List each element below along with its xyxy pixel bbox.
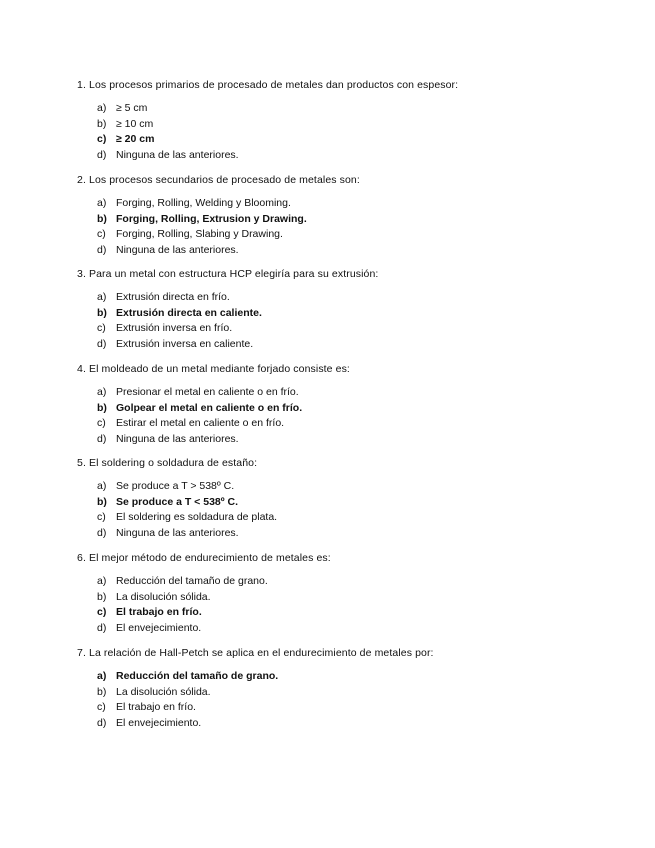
- option-text: Ninguna de las anteriores.: [116, 433, 239, 446]
- option-text: Se produce a T > 538º C.: [116, 480, 235, 492]
- option-a: [97, 290, 262, 306]
- option-text: La disolución sólida.: [116, 685, 211, 698]
- question-2: [77, 174, 617, 257]
- option-list: [97, 101, 239, 164]
- option-letter: a): [97, 386, 107, 398]
- option-d: [97, 337, 262, 353]
- option-letter: d): [97, 433, 107, 446]
- question-statement: El soldering o soldadura de estaño:: [89, 457, 258, 469]
- option-letter: a): [97, 575, 107, 587]
- question-statement: El moldeado de un metal mediante forjado consiste es:: [89, 363, 350, 375]
- option-a: [97, 479, 277, 495]
- option-d: [97, 526, 277, 542]
- option-letter: a): [97, 480, 107, 492]
- question-text: [77, 174, 617, 187]
- option-a: [97, 574, 268, 590]
- option-a: [97, 196, 307, 212]
- option-b: [97, 590, 268, 606]
- option-b: [97, 117, 239, 133]
- option-d: [97, 716, 278, 732]
- option-a: [97, 101, 239, 117]
- option-text: Golpear el metal en caliente o en frío.: [116, 401, 303, 414]
- option-letter: c): [97, 133, 107, 146]
- question-number: 1.: [77, 79, 86, 91]
- option-letter: b): [97, 685, 107, 698]
- question-text: [77, 79, 617, 92]
- question-3: [77, 268, 617, 351]
- option-text: Ninguna de las anteriores.: [116, 527, 239, 540]
- option-letter: b): [97, 401, 107, 414]
- option-text: Presionar el metal en caliente o en frío.: [116, 386, 299, 398]
- option-text: El trabajo en frío.: [116, 701, 196, 714]
- option-text: Ninguna de las anteriores.: [116, 149, 239, 162]
- option-letter: c): [97, 511, 106, 524]
- question-statement: La relación de Hall-Petch se aplica en el endurecimiento de metales por:: [89, 647, 434, 659]
- option-list: [97, 574, 268, 637]
- option-list: [97, 385, 302, 448]
- question-4: [77, 363, 617, 446]
- option-text: Ninguna de las anteriores.: [116, 244, 239, 257]
- option-c: [97, 321, 262, 337]
- question-5: [77, 457, 617, 540]
- option-text: Extrusión inversa en frío.: [116, 322, 233, 335]
- question-6: [77, 552, 617, 635]
- option-text: El trabajo en frío.: [116, 606, 202, 619]
- option-letter: b): [97, 212, 107, 225]
- option-text: Forging, Rolling, Slabing y Drawing.: [116, 228, 283, 241]
- option-b-correct: [97, 495, 277, 511]
- option-c: [97, 227, 307, 243]
- option-c: [97, 416, 302, 432]
- option-letter: c): [97, 417, 106, 430]
- question-number: 4.: [77, 363, 86, 375]
- question-statement: El mejor método de endurecimiento de metales es:: [89, 552, 331, 564]
- question-text: [77, 363, 617, 376]
- option-text: Forging, Rolling, Extrusion y Drawing.: [116, 212, 307, 225]
- option-text: Forging, Rolling, Welding y Blooming.: [116, 197, 291, 209]
- option-list: [97, 290, 262, 353]
- question-7: [77, 647, 617, 730]
- option-letter: d): [97, 149, 107, 162]
- option-letter: a): [97, 291, 107, 303]
- option-d: [97, 621, 268, 637]
- option-d: [97, 243, 307, 259]
- option-a-correct: [97, 669, 278, 685]
- option-text: Reducción del tamaño de grano.: [116, 575, 268, 587]
- option-letter: c): [97, 606, 107, 619]
- option-letter: c): [97, 228, 106, 241]
- option-letter: d): [97, 717, 107, 730]
- option-letter: b): [97, 495, 107, 508]
- question-number: 6.: [77, 552, 86, 564]
- option-text: ≥ 5 cm: [116, 102, 148, 114]
- option-list: [97, 196, 307, 259]
- option-letter: b): [97, 117, 107, 130]
- option-text: El soldering es soldadura de plata.: [116, 511, 278, 524]
- option-c: [97, 700, 278, 716]
- option-text: ≥ 10 cm: [116, 117, 154, 130]
- question-number: 7.: [77, 647, 86, 659]
- option-a: [97, 385, 302, 401]
- option-text: Extrusión inversa en caliente.: [116, 338, 254, 351]
- option-letter: d): [97, 622, 107, 635]
- option-d: [97, 148, 239, 164]
- option-letter: a): [97, 197, 107, 209]
- question-text: [77, 268, 617, 281]
- option-text: La disolución sólida.: [116, 590, 211, 603]
- option-list: [97, 479, 277, 542]
- option-c-correct: [97, 605, 268, 621]
- option-text: Reducción del tamaño de grano.: [116, 670, 279, 682]
- question-text: [77, 457, 617, 470]
- option-letter: b): [97, 306, 107, 319]
- option-text: ≥ 20 cm: [116, 133, 155, 146]
- option-letter: a): [97, 670, 107, 682]
- question-text: [77, 552, 617, 565]
- option-c-correct: [97, 132, 239, 148]
- option-b: [97, 685, 278, 701]
- option-b-correct: [97, 212, 307, 228]
- option-letter: d): [97, 244, 107, 257]
- option-letter: a): [97, 102, 107, 114]
- option-b-correct: [97, 401, 302, 417]
- option-letter: b): [97, 590, 107, 603]
- option-letter: d): [97, 338, 107, 351]
- question-statement: Para un metal con estructura HCP elegiría para su extrusión:: [89, 268, 379, 280]
- option-text: Extrusión directa en caliente.: [116, 306, 262, 319]
- option-text: Extrusión directa en frío.: [116, 291, 230, 303]
- option-list: [97, 669, 278, 732]
- option-letter: d): [97, 527, 107, 540]
- option-text: El envejecimiento.: [116, 622, 202, 635]
- question-statement: Los procesos secundarios de procesado de metales son:: [89, 174, 360, 186]
- question-text: [77, 647, 617, 660]
- option-b-correct: [97, 306, 262, 322]
- question-number: 3.: [77, 268, 86, 280]
- option-text: Estirar el metal en caliente o en frío.: [116, 417, 285, 430]
- question-number: 2.: [77, 174, 86, 186]
- option-c: [97, 510, 277, 526]
- option-d: [97, 432, 302, 448]
- question-statement: Los procesos primarios de procesado de metales dan productos con espesor:: [89, 79, 459, 91]
- question-1: [77, 79, 617, 162]
- option-letter: c): [97, 701, 106, 714]
- option-text: Se produce a T < 538º C.: [116, 495, 239, 508]
- question-number: 5.: [77, 457, 86, 469]
- option-text: El envejecimiento.: [116, 717, 202, 730]
- option-letter: c): [97, 322, 106, 335]
